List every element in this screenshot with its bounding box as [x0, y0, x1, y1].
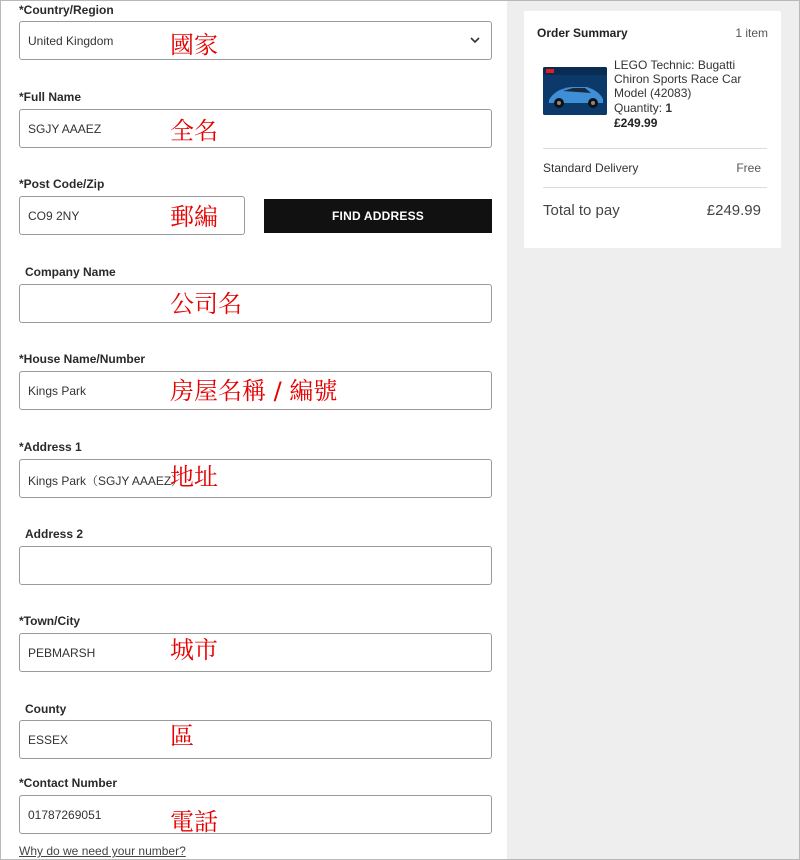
chevron-down-icon — [469, 34, 481, 46]
country-label: *Country/Region — [19, 3, 114, 17]
town-input[interactable] — [19, 633, 492, 672]
full-name-annotation: 全名 — [170, 117, 218, 145]
country-value: United Kingdom — [28, 34, 114, 48]
total-label: Total to pay — [543, 202, 620, 219]
order-summary-panel — [524, 11, 781, 248]
contact-annotation: 電話 — [170, 808, 218, 836]
product-quantity — [614, 101, 672, 115]
town-annotation: 城市 — [170, 636, 218, 664]
contact-label: *Contact Number — [19, 776, 118, 790]
order-item-count: 1 item — [735, 26, 768, 40]
product-price: £249.99 — [614, 116, 658, 130]
house-value: Kings Park — [28, 384, 87, 398]
country-annotation: 國家 — [170, 31, 218, 59]
total-value: £249.99 — [706, 202, 761, 219]
contact-value: 01787269051 — [28, 808, 102, 822]
county-input[interactable] — [19, 720, 492, 759]
product-name: LEGO Technic: Bugatti Chiron Sports Race Car Model (42083) — [614, 58, 742, 100]
house-label: *House Name/Number — [19, 352, 146, 366]
delivery-label: Standard Delivery — [543, 161, 639, 175]
county-annotation: 區 — [170, 722, 194, 750]
race-car-icon — [543, 67, 607, 115]
summary-divider — [543, 187, 767, 188]
delivery-value: Free — [736, 161, 761, 175]
contact-input[interactable] — [19, 795, 492, 834]
house-annotation: 房屋名稱 / 編號 — [170, 377, 338, 405]
company-annotation: 公司名 — [170, 290, 242, 318]
product-thumbnail — [543, 67, 607, 115]
address1-label: *Address 1 — [19, 440, 82, 454]
postcode-annotation: 郵編 — [170, 203, 218, 231]
county-value: ESSEX — [28, 733, 69, 747]
town-value: PEBMARSH — [28, 646, 96, 660]
address1-annotation: 地址 — [170, 463, 218, 491]
quantity-value: 1 — [665, 101, 673, 115]
full-name-label: *Full Name — [19, 90, 82, 104]
county-label: County — [25, 702, 67, 716]
why-number-link[interactable]: Why do we need your number? — [19, 844, 186, 858]
country-select[interactable] — [19, 21, 492, 60]
town-label: *Town/City — [19, 614, 81, 628]
postcode-label: *Post Code/Zip — [19, 177, 105, 191]
summary-divider — [543, 148, 767, 149]
find-address-button[interactable]: FIND ADDRESS — [264, 199, 492, 233]
full-name-input[interactable] — [19, 109, 492, 148]
address1-input[interactable] — [19, 459, 492, 498]
company-input[interactable] — [19, 284, 492, 323]
quantity-label: Quantity: — [614, 101, 663, 115]
postcode-value: CO9 2NY — [28, 209, 80, 223]
order-summary-title: Order Summary — [537, 26, 628, 40]
address2-label: Address 2 — [25, 527, 84, 541]
full-name-value: SGJY AAAEZ — [28, 122, 102, 136]
address1-value: Kings Park（SGJY AAAEZ） — [28, 474, 184, 488]
address2-input[interactable] — [19, 546, 492, 585]
company-label: Company Name — [25, 265, 116, 279]
